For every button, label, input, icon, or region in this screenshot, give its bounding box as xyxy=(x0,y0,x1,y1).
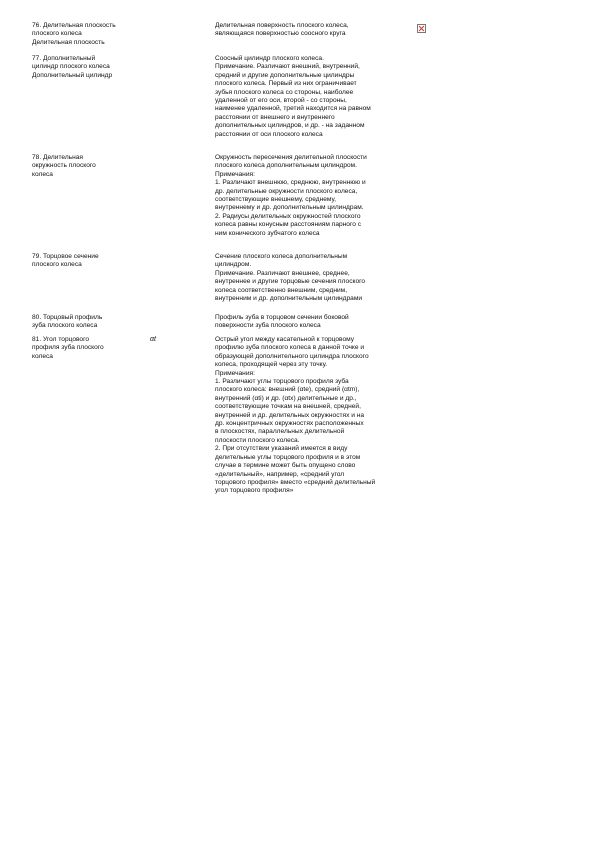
definition-line: др. делительные окружности плоского колеса, xyxy=(215,187,358,195)
definition-line: внутренним и др. дополнительным цилиндрами xyxy=(215,295,363,303)
term-81 xyxy=(32,336,162,361)
definition-line: плоского колеса дополнительным цилиндром. xyxy=(215,162,358,170)
definition-line: внутренней и др. делительных окружностях и на xyxy=(215,411,365,419)
term-line: 78. Делительная xyxy=(32,154,83,161)
definition-line: плоского колеса: внешний (αte), средний (αtm), xyxy=(215,386,360,394)
definition-line: удаленной от его оси, второй - со стороны, xyxy=(215,97,347,105)
definition-line: расстоянии от оси плоского колеса xyxy=(215,130,323,138)
definition-line: Соосный цилиндр плоского колеса. xyxy=(215,55,324,62)
term-78 xyxy=(32,154,162,179)
definition-line: 1. Различают углы торцового профиля зуба xyxy=(215,378,349,386)
definition-line: образующей дополнительного цилиндра плоского xyxy=(215,352,369,360)
term-line: 77. Дополнительный xyxy=(32,55,96,62)
definition-line: расстоянии от внешнего и внутреннего xyxy=(215,113,335,121)
definition-line: плоскости плоского колеса. xyxy=(215,436,300,444)
term-line: 80. Торцовый профиль xyxy=(32,314,103,321)
definition-line: средний и другие дополнительные цилиндры xyxy=(215,71,355,79)
definition-line: дополнительных цилиндров, и др. - на заданном xyxy=(215,122,365,130)
term-line: Делительная плоскость xyxy=(32,38,105,46)
definition-line: Примечание. Различают внешний, внутренний, xyxy=(215,63,360,71)
definition-line: в плоскостях, параллельных делительной xyxy=(215,428,345,436)
definition-line: угол торцового профиля» xyxy=(215,487,294,495)
definition-line: Профиль зуба в торцовом сечении боковой xyxy=(215,314,349,321)
definition-line: Острый угол между касательной к торцовому xyxy=(215,336,355,343)
definition-line: зубья плоского колеса со стороны, наиболее xyxy=(215,88,354,96)
definition-line: поверхности зуба плоского колеса xyxy=(215,322,321,330)
term-line: Дополнительный цилиндр xyxy=(32,71,113,79)
term-line: колеса xyxy=(32,170,53,178)
term-line: зуба плоского колеса xyxy=(32,322,98,330)
definition-line: 2. При отсутствии указаний имеется в виду xyxy=(215,445,348,453)
term-80 xyxy=(32,314,162,331)
term-line: колеса xyxy=(32,352,53,360)
definition-line: внутренний (αti) и др. (αtx) делительные и др., xyxy=(215,394,357,402)
definition-line: профилю зуба плоского колеса в данной точке и xyxy=(215,344,365,352)
term-line: плоского колеса xyxy=(32,261,82,269)
definition-line: колеса соответственно внешним, средним, xyxy=(215,286,348,294)
definition-line: Примечания: xyxy=(215,369,255,377)
definition-80 xyxy=(215,314,415,331)
definition-line: «делительный», например, «средний угол xyxy=(215,470,345,478)
definition-line: соответствующие точкам на внешней, средней, xyxy=(215,403,361,411)
term-line: профиля зуба плоского xyxy=(32,344,104,352)
definition-line: Делительная поверхность плоского колеса, xyxy=(215,22,349,29)
definition-76 xyxy=(215,22,415,39)
definition-line: цилиндром. xyxy=(215,261,252,269)
term-line: плоского колеса xyxy=(32,30,82,38)
definition-line: наименее удаленной, третий находится на равном xyxy=(215,105,371,113)
definition-line: плоского колеса. Первый из них ограничивает xyxy=(215,80,357,88)
definition-line: колеса равны конусным расстояниям парного с xyxy=(215,221,362,229)
term-symbol: αt xyxy=(150,336,156,343)
definition-line: делительные углы торцового профиля и в этом xyxy=(215,453,361,461)
definition-line: торцового профиля» вместо «средний делительный xyxy=(215,478,376,486)
term-line: окружность плоского xyxy=(32,162,96,170)
definition-line: случае в термине может быть опущено слово xyxy=(215,462,356,470)
definition-line: 1. Различают внешнюю, среднюю, внутреннюю и xyxy=(215,179,366,187)
definition-78 xyxy=(215,154,415,238)
term-77 xyxy=(32,55,162,80)
term-line: цилиндр плоского колеса xyxy=(32,63,110,71)
term-line: 81. Угол торцового xyxy=(32,336,90,343)
term-76 xyxy=(32,22,162,47)
definition-77 xyxy=(215,55,415,139)
definition-line: внутреннее и другие торцовые сечения плоского xyxy=(215,278,366,286)
definition-79 xyxy=(215,253,415,303)
term-79 xyxy=(32,253,162,270)
definition-line: Примечания: xyxy=(215,170,255,178)
definition-81 xyxy=(215,336,415,496)
definition-line: колеса, проходящей через эту точку. xyxy=(215,361,328,369)
definition-line: соответствующие внешнему, среднему, xyxy=(215,196,336,204)
broken-image-icon xyxy=(417,24,426,33)
definition-line: Примечание. Различают внешнее, среднее, xyxy=(215,269,350,277)
definition-line: 2. Радиусы делительных окружностей плоского xyxy=(215,212,361,220)
definition-line: ним конического зубчатого колеса xyxy=(215,229,320,237)
definition-line: Сечение плоского колеса дополнительным xyxy=(215,253,348,260)
term-line: 76. Делительная плоскость xyxy=(32,22,116,29)
definition-line: внутреннему и др. дополнительным цилиндрам. xyxy=(215,204,364,212)
definition-line: являющаяся поверхностью соосного круга xyxy=(215,30,346,38)
term-line: 79. Торцовое сечение xyxy=(32,253,99,260)
definition-line: Окружность пересечения делительной плоскости xyxy=(215,154,367,161)
definition-line: др. концентричных окружностях расположенных xyxy=(215,420,364,428)
